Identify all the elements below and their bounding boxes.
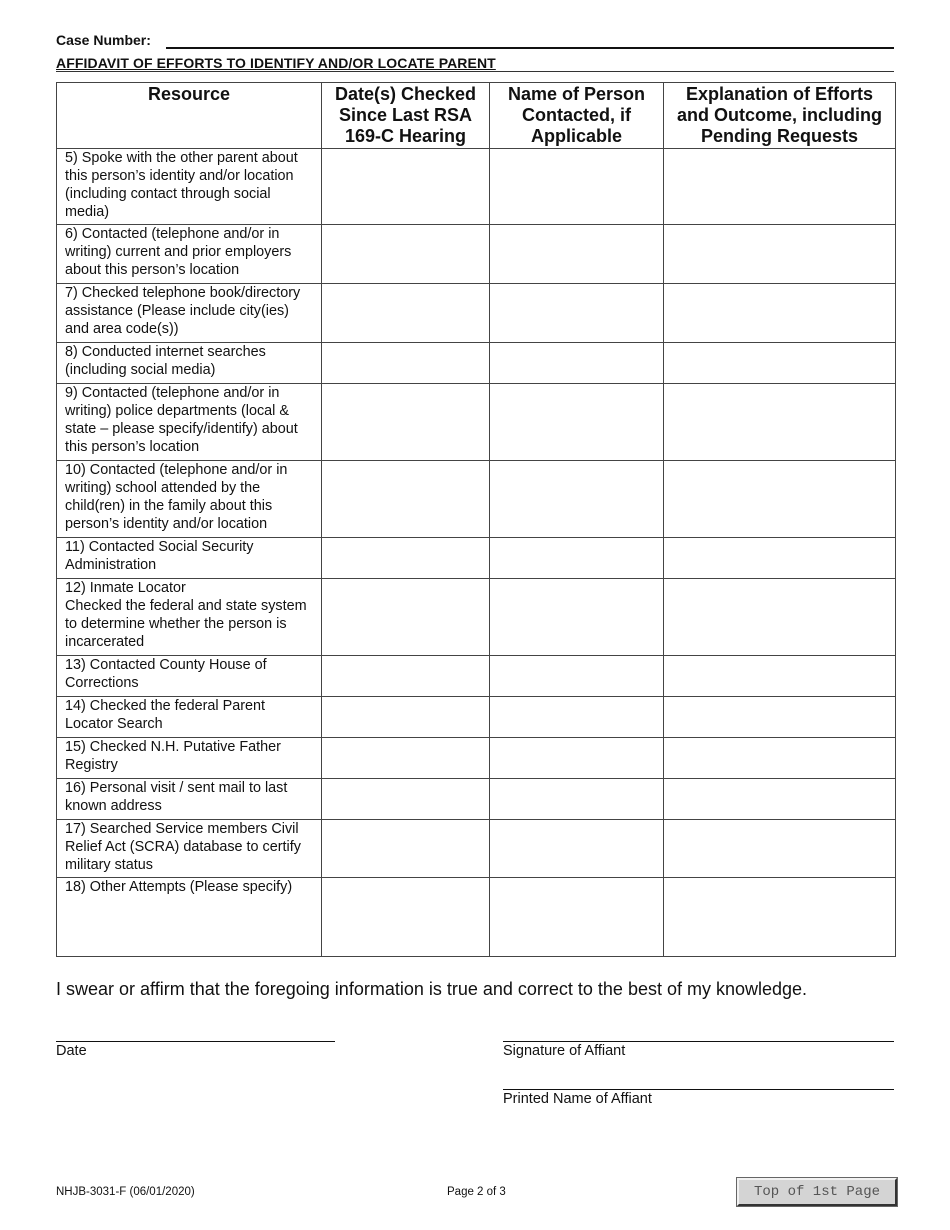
explanation-field[interactable] (664, 820, 896, 878)
explanation-field[interactable] (664, 284, 896, 343)
column-header-person-contacted: Name of Person Contacted, if Applicable (490, 83, 664, 149)
explanation-field[interactable] (664, 738, 896, 779)
explanation-field[interactable] (664, 343, 896, 384)
person-contacted-input[interactable] (498, 538, 657, 572)
explanation-field[interactable] (664, 225, 896, 284)
explanation-input[interactable] (672, 225, 889, 259)
person-contacted-field[interactable] (490, 656, 664, 697)
dates-checked-field[interactable] (322, 461, 490, 538)
case-number-row (56, 32, 894, 50)
case-number-underline (166, 47, 894, 49)
explanation-field[interactable] (664, 461, 896, 538)
person-contacted-input[interactable] (498, 579, 657, 613)
person-contacted-field[interactable] (490, 820, 664, 878)
explanation-input[interactable] (672, 538, 889, 572)
resource-cell: 13) Contacted County House of Corrections (57, 656, 322, 697)
dates-checked-input[interactable] (330, 820, 483, 854)
resource-cell: 15) Checked N.H. Putative Father Registry (57, 738, 322, 779)
dates-checked-field[interactable] (322, 225, 490, 284)
explanation-field[interactable] (664, 384, 896, 461)
explanation-field[interactable] (664, 878, 896, 957)
dates-checked-field[interactable] (322, 697, 490, 738)
person-contacted-input[interactable] (498, 225, 657, 259)
table-row (57, 697, 896, 738)
dates-checked-field[interactable] (322, 656, 490, 697)
date-label: Date (56, 1043, 87, 1059)
person-contacted-field[interactable] (490, 149, 664, 225)
explanation-input[interactable] (672, 820, 889, 854)
dates-checked-input[interactable] (330, 656, 483, 690)
resource-cell: 7) Checked telephone book/directory assistance (Please include city(ies) and area code(s)) (57, 284, 322, 343)
person-contacted-field[interactable] (490, 461, 664, 538)
explanation-field[interactable] (664, 538, 896, 579)
dates-checked-field[interactable] (322, 738, 490, 779)
person-contacted-field[interactable] (490, 579, 664, 656)
dates-checked-field[interactable] (322, 343, 490, 384)
printed-name-line[interactable] (503, 1089, 894, 1090)
efforts-table (56, 82, 896, 957)
resource-cell: 16) Personal visit / sent mail to last known address (57, 779, 322, 820)
person-contacted-field[interactable] (490, 384, 664, 461)
top-of-first-page-button[interactable]: Top of 1st Page (737, 1178, 897, 1206)
explanation-input[interactable] (672, 656, 889, 690)
resource-cell: 5) Spoke with the other parent about this person’s identity and/or location (including contact through social media) (57, 149, 322, 225)
table-row (57, 656, 896, 697)
table-row (57, 779, 896, 820)
explanation-field[interactable] (664, 656, 896, 697)
printed-name-label: Printed Name of Affiant (503, 1091, 652, 1107)
table-row (57, 461, 896, 538)
person-contacted-field[interactable] (490, 284, 664, 343)
explanation-input[interactable] (672, 779, 889, 813)
person-contacted-field[interactable] (490, 343, 664, 384)
person-contacted-field[interactable] (490, 779, 664, 820)
dates-checked-input[interactable] (330, 738, 483, 772)
signature-label: Signature of Affiant (503, 1043, 626, 1059)
column-header-dates-checked: Date(s) Checked Since Last RSA 169-C Hearing (322, 83, 490, 149)
explanation-input[interactable] (672, 149, 889, 183)
person-contacted-input[interactable] (498, 697, 657, 731)
dates-checked-field[interactable] (322, 149, 490, 225)
resource-cell: 12) Inmate Locator Checked the federal and state system to determine whether the person is incarcerated (57, 579, 322, 656)
dates-checked-input[interactable] (330, 779, 483, 813)
dates-checked-field[interactable] (322, 820, 490, 878)
explanation-field[interactable] (664, 579, 896, 656)
dates-checked-field[interactable] (322, 779, 490, 820)
person-contacted-input[interactable] (498, 343, 657, 377)
dates-checked-input[interactable] (330, 384, 483, 418)
date-signature-line[interactable] (56, 1041, 335, 1042)
dates-checked-field[interactable] (322, 878, 490, 957)
case-number-field[interactable] (168, 32, 892, 46)
explanation-field[interactable] (664, 149, 896, 225)
dates-checked-input[interactable] (330, 878, 483, 912)
resource-cell: 6) Contacted (telephone and/or in writing) current and prior employers about this person’s location (57, 225, 322, 284)
form-title: AFFIDAVIT OF EFFORTS TO IDENTIFY AND/OR LOCATE PARENT (56, 55, 496, 71)
table-row (57, 878, 896, 957)
explanation-input[interactable] (672, 461, 889, 495)
table-row (57, 149, 896, 225)
resource-cell: 11) Contacted Social Security Administration (57, 538, 322, 579)
dates-checked-input[interactable] (330, 343, 483, 377)
resource-cell: 17) Searched Service members Civil Relief Act (SCRA) database to certify military status (57, 820, 322, 878)
explanation-input[interactable] (672, 384, 889, 418)
person-contacted-field[interactable] (490, 697, 664, 738)
table-row (57, 343, 896, 384)
person-contacted-input[interactable] (498, 656, 657, 690)
dates-checked-field[interactable] (322, 538, 490, 579)
person-contacted-field[interactable] (490, 538, 664, 579)
case-number-label: Case Number: (56, 32, 151, 48)
explanation-field[interactable] (664, 779, 896, 820)
title-divider (56, 71, 894, 72)
explanation-input[interactable] (672, 878, 889, 912)
dates-checked-field[interactable] (322, 579, 490, 656)
person-contacted-field[interactable] (490, 878, 664, 957)
table-row (57, 579, 896, 656)
column-header-resource: Resource (57, 83, 322, 149)
form-identifier: NHJB-3031-F (06/01/2020) (56, 1186, 195, 1198)
dates-checked-field[interactable] (322, 384, 490, 461)
table-row (57, 820, 896, 878)
person-contacted-input[interactable] (498, 878, 657, 912)
resource-cell: 10) Contacted (telephone and/or in writing) school attended by the child(ren) in the family about this person’s identity and/or location (57, 461, 322, 538)
explanation-input[interactable] (672, 284, 889, 318)
table-header-row (57, 83, 896, 149)
table-row (57, 538, 896, 579)
dates-checked-field[interactable] (322, 284, 490, 343)
column-header-explanation: Explanation of Efforts and Outcome, including Pending Requests (664, 83, 896, 149)
person-contacted-input[interactable] (498, 820, 657, 854)
explanation-input[interactable] (672, 738, 889, 772)
table-row (57, 738, 896, 779)
person-contacted-input[interactable] (498, 284, 657, 318)
person-contacted-input[interactable] (498, 779, 657, 813)
explanation-input[interactable] (672, 579, 889, 613)
dates-checked-input[interactable] (330, 149, 483, 183)
table-row (57, 284, 896, 343)
dates-checked-input[interactable] (330, 538, 483, 572)
affiant-signature-line[interactable] (503, 1041, 894, 1042)
explanation-input[interactable] (672, 343, 889, 377)
dates-checked-input[interactable] (330, 284, 483, 318)
person-contacted-field[interactable] (490, 738, 664, 779)
dates-checked-input[interactable] (330, 225, 483, 259)
table-row (57, 225, 896, 284)
dates-checked-input[interactable] (330, 579, 483, 613)
affirmation-statement: I swear or affirm that the foregoing information is true and correct to the best of my knowledge. (56, 979, 808, 999)
person-contacted-input[interactable] (498, 149, 657, 183)
person-contacted-input[interactable] (498, 461, 657, 495)
person-contacted-input[interactable] (498, 738, 657, 772)
resource-cell: 9) Contacted (telephone and/or in writing) police departments (local & state – please specify/identify) about this person’s location (57, 384, 322, 461)
person-contacted-input[interactable] (498, 384, 657, 418)
person-contacted-field[interactable] (490, 225, 664, 284)
page-indicator: Page 2 of 3 (447, 1186, 506, 1198)
dates-checked-input[interactable] (330, 461, 483, 495)
explanation-field[interactable] (664, 697, 896, 738)
explanation-input[interactable] (672, 697, 889, 731)
resource-cell: 18) Other Attempts (Please specify) (57, 878, 322, 957)
resource-cell: 14) Checked the federal Parent Locator Search (57, 697, 322, 738)
table-row (57, 384, 896, 461)
resource-cell: 8) Conducted internet searches (including social media) (57, 343, 322, 384)
dates-checked-input[interactable] (330, 697, 483, 731)
